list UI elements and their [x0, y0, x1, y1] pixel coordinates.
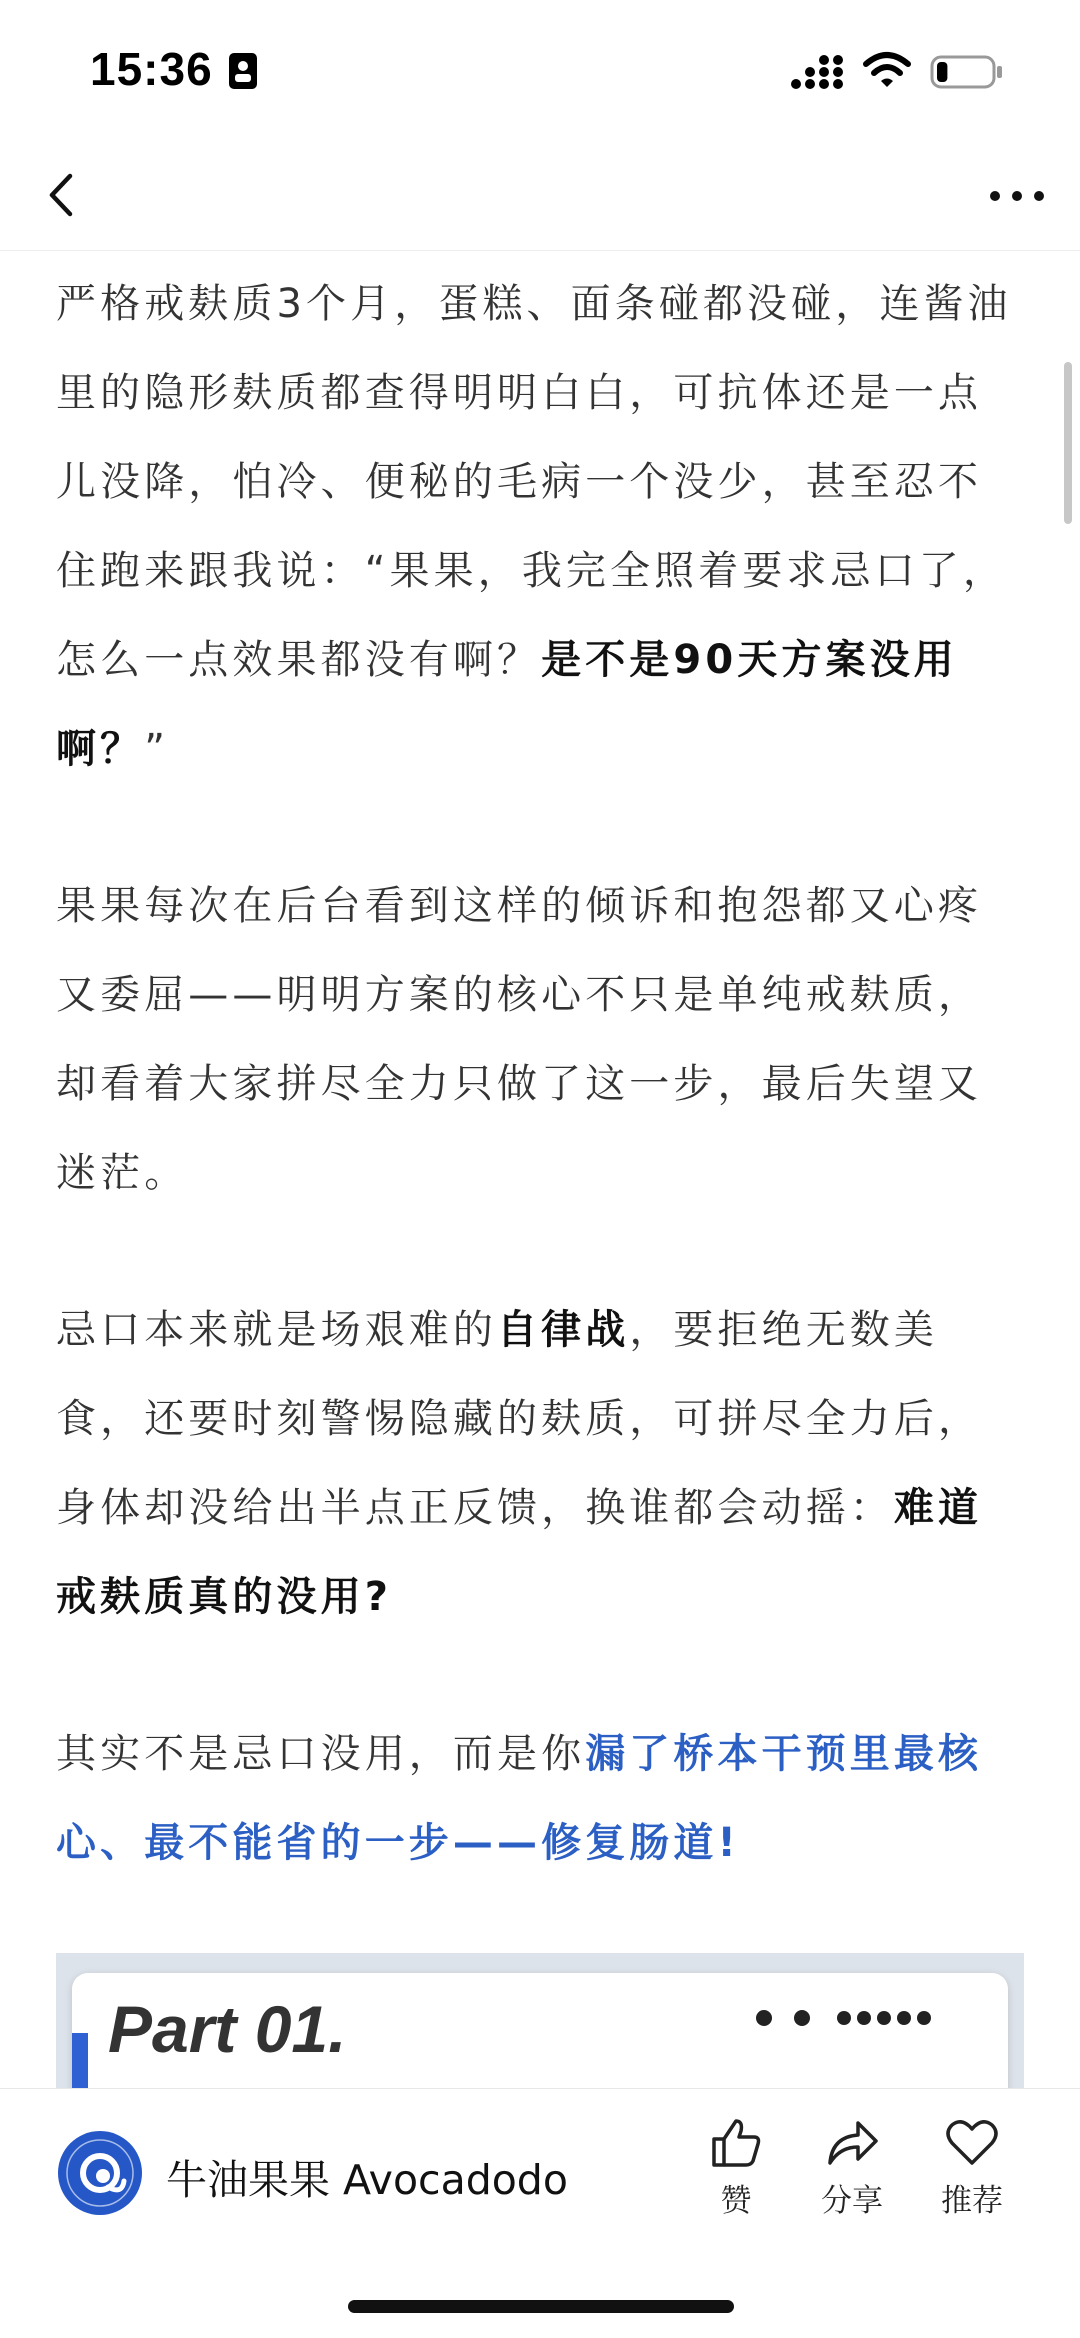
paragraph-1-tail: ”: [144, 726, 170, 772]
status-time: 15:36: [90, 43, 213, 95]
paragraph-3-bold-2: 难道戒麸质真的没用?: [56, 1485, 983, 1620]
scrollbar[interactable]: [1064, 362, 1072, 524]
recommend-button[interactable]: [922, 2117, 1022, 2220]
wifi-icon: [862, 50, 912, 90]
share-label: 分享: [821, 2183, 883, 2219]
paragraph-4: [56, 1710, 1024, 1888]
paragraph-3: [56, 1286, 1024, 1642]
decorative-dots-icon: [748, 2003, 988, 2033]
id-card-icon: [228, 52, 258, 90]
paragraph-2-text: 果果每次在后台看到这样的倾诉和抱怨都又心疼又委屈——明明方案的核心不只是单纯戒麸质，却看着大家拼尽全力只做了这一步，最后失望又迷茫。: [56, 883, 983, 1196]
battery-icon: [930, 52, 1004, 92]
paragraph-4-highlight: 漏了桥本干预里最核心、最不能省的一步——修复肠道!: [56, 1731, 983, 1866]
more-dots-icon: [984, 166, 1050, 226]
account-name[interactable]: 牛油果果 Avocadodo: [166, 2156, 568, 2204]
recommend-label: 推荐: [941, 2183, 1003, 2219]
paragraph-1: [56, 260, 1024, 794]
part-card: [72, 1973, 1008, 2093]
chevron-left-icon: [34, 162, 90, 228]
home-indicator[interactable]: [348, 2300, 734, 2313]
status-bar: [0, 0, 1080, 140]
part-accent-bar: [72, 2033, 88, 2093]
paragraph-3-bold-1: 自律战: [497, 1307, 630, 1353]
share-button[interactable]: [802, 2117, 902, 2220]
more-button[interactable]: [984, 166, 1050, 226]
paragraph-3-text-1: 忌口本来就是场艰难的: [56, 1307, 497, 1353]
share-icon: [824, 2117, 880, 2169]
paragraph-3-text-2: ，要拒绝无数美食，还要时刻警惕隐藏的麸质，可拼尽全力后，身体却没给出半点正反馈，换谁都会动摇：: [56, 1307, 983, 1531]
like-button[interactable]: [686, 2117, 786, 2220]
heart-icon: [944, 2117, 1000, 2169]
article-body: [56, 250, 1024, 2088]
signal-icon: [790, 52, 846, 92]
paragraph-1-text: 严格戒麸质3个月，蛋糕、面条碰都没碰，连酱油里的隐形麸质都查得明明白白，可抗体还是一点儿没降，怕冷、便秘的毛病一个没少，甚至忍不住跑来跟我说：“果果，我完全照着要求忌口了，怎么一点效果都没有啊？: [56, 281, 1012, 683]
paragraph-1-bold: 是不是90天方案没用啊？: [56, 637, 958, 772]
part-title: Part 01.: [108, 1992, 347, 2066]
like-label: 赞: [720, 2183, 752, 2219]
nav-bar: [0, 140, 1080, 251]
part-image: [56, 1953, 1024, 2093]
back-button[interactable]: [34, 162, 90, 228]
paragraph-4-text: 其实不是忌口没用，而是你: [56, 1731, 586, 1777]
thumbs-up-icon: [708, 2117, 764, 2169]
avocadodo-logo-icon[interactable]: [58, 2131, 142, 2215]
paragraph-2: [56, 862, 1024, 1218]
